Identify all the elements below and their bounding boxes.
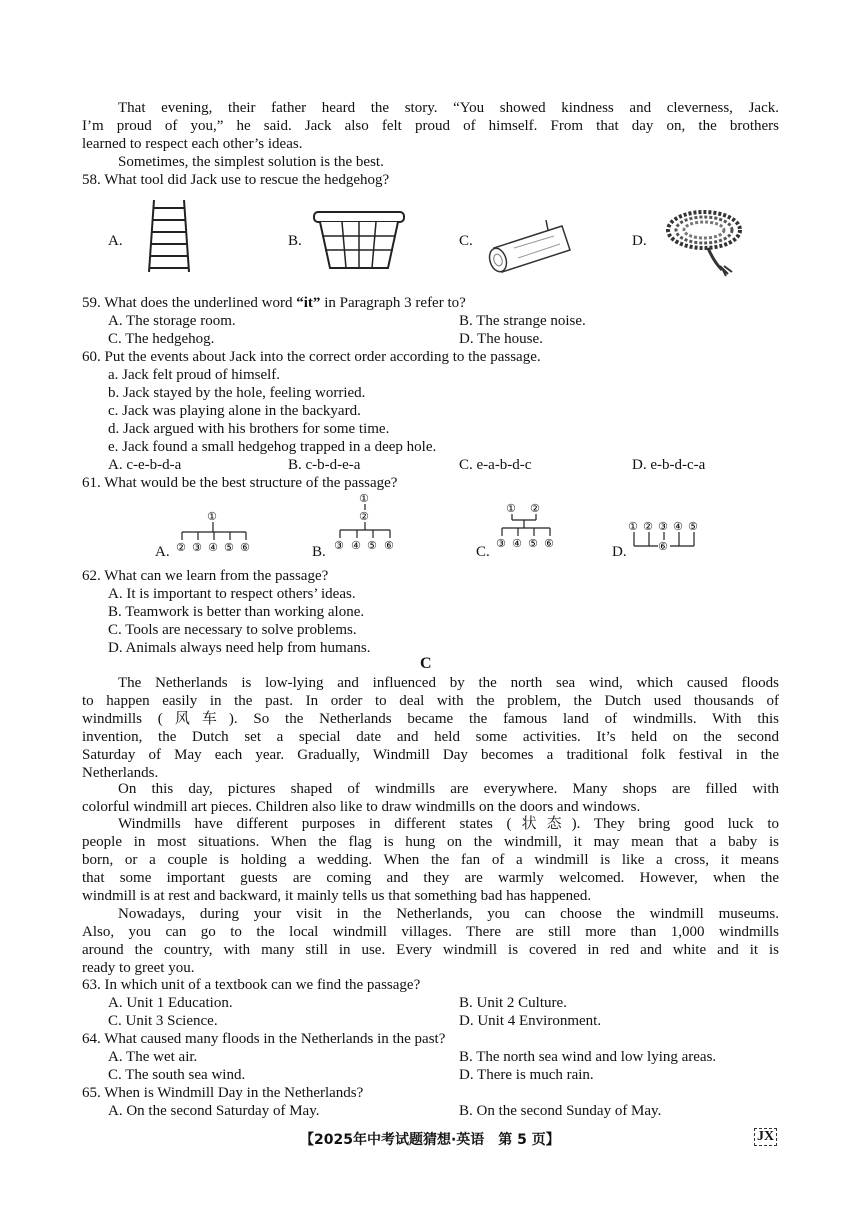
paragraph-line: people in most situations. When the flag is hung on the windmill, it may mean that a baby is [82,834,779,850]
structure-diagram-a [172,508,256,558]
paragraph-line: colorful windmill art pieces. Children also like to draw windmills on the doors and windows. [82,799,641,815]
node-6: ⑥ [658,540,668,553]
q58-option-d-label: D. [632,233,647,249]
q62-option-b: B. Teamwork is better than working alone. [108,604,365,620]
question-58-stem: 58. What tool did Jack use to rescue the hedgehog? [82,172,390,188]
q58-option-a-label: A. [108,233,123,249]
paragraph-line: windmill is at rest and backward, it mainly tells us that something bad has happened. [82,888,592,904]
q59-option-a: A. The storage room. [108,313,236,329]
paragraph-line: around the country, with many still in use. Every windmill is covered in red and white and it is [82,942,779,958]
q59-option-c: C. The hedgehog. [108,331,215,347]
q62-option-c: C. Tools are necessary to solve problems. [108,622,357,638]
q60-option-c: C. e-a-b-d-c [459,457,532,473]
section-heading-c: C [420,655,432,672]
paragraph-line: ready to greet you. [82,960,195,976]
q64-option-d: D. There is much rain. [459,1067,594,1083]
paragraph-line: Sometimes, the simplest solution is the best. [118,154,384,170]
question-61-stem: 61. What would be the best structure of the passage? [82,475,398,491]
node-2: ② [530,502,540,515]
paragraph-line: That evening, their father heard the story. “You showed kindness and cleverness, Jack. [118,100,779,116]
node-4: ④ [673,520,683,533]
structure-diagram-c [492,500,562,556]
paragraph-line: born, or a couple is holding a wedding. When the fan of a windmill is like a cross, it means [82,852,779,868]
node-3: ③ [192,541,202,554]
q60-event-d: d. Jack argued with his brothers for some time. [108,421,390,437]
page-footer: 【2025年中考试题猜想·英语 第 5 页】 [300,1132,560,1148]
paragraph-line: On this day, pictures shaped of windmills are everywhere. Many shops are filled with [118,781,779,797]
q60-event-a: a. Jack felt proud of himself. [108,367,281,383]
ladder-icon [146,198,192,274]
q61-option-c-label: C. [476,544,490,560]
question-63-stem: 63. In which unit of a textbook can we find the passage? [82,977,421,993]
structure-diagram-d [626,518,708,558]
q65-option-b: B. On the second Sunday of May. [459,1103,662,1119]
node-1: ① [506,502,516,515]
q61-option-d-label: D. [612,544,627,560]
q62-option-d: D. Animals always need help from humans. [108,640,371,656]
q60-option-d: D. e-b-d-c-a [632,457,706,473]
log-icon [484,216,576,270]
paragraph-line: Nowadays, during your visit in the Netherlands, you can choose the windmill museums. [118,906,779,922]
node-2: ② [359,510,369,523]
paragraph-line: Windmills have different purposes in different states (状态). They bring good luck to [118,816,779,832]
node-5: ⑤ [224,541,234,554]
node-6: ⑥ [384,539,394,552]
node-2: ② [176,541,186,554]
paragraph-line: Saturday of May each year. Gradually, Windmill Day becomes a traditional folk festival in the [82,747,779,763]
node-4: ④ [208,541,218,554]
question-65-stem: 65. When is Windmill Day in the Netherlands? [82,1085,364,1101]
q63-option-a: A. Unit 1 Education. [108,995,233,1011]
q61-option-a-label: A. [155,544,170,560]
paragraph-line: The Netherlands is low-lying and influenced by the north sea wind, which caused floods [118,675,779,691]
paragraph-line: that some important guests are coming and they are warmly welcomed. However, when the [82,870,779,886]
paragraph-line: I’m proud of you,” he said. Jack also felt proud of himself. From that day on, the brothers [82,118,779,134]
paragraph-line: Also, you can go to the local windmill villages. There are still more than 1,000 windmills [82,924,779,940]
q60-option-a: A. c-e-b-d-a [108,457,182,473]
q60-event-c: c. Jack was playing alone in the backyard. [108,403,361,419]
q59-option-d: D. The house. [459,331,543,347]
q60-option-b: B. c-b-d-e-a [288,457,361,473]
question-59-stem [82,294,466,312]
q63-option-b: B. Unit 2 Culture. [459,995,567,1011]
q64-option-b: B. The north sea wind and low lying areas. [459,1049,717,1065]
q64-option-a: A. The wet air. [108,1049,198,1065]
node-4: ④ [512,537,522,550]
node-1: ① [359,492,369,505]
paragraph-line: Netherlands. [82,765,159,781]
paragraph-line: windmills (风车). So the Netherlands became the famous land of windmills. With this [82,711,779,727]
node-5: ⑤ [367,539,377,552]
q60-event-e: e. Jack found a small hedgehog trapped in a deep hole. [108,439,437,455]
node-5: ⑤ [528,537,538,550]
structure-diagram-b [330,490,404,556]
rope-icon [664,206,746,278]
stem-text: 59. What does the underlined word [82,295,297,311]
node-6: ⑥ [240,541,250,554]
node-4: ④ [351,539,361,552]
node-5: ⑤ [688,520,698,533]
node-3: ③ [496,537,506,550]
q63-option-c: C. Unit 3 Science. [108,1013,218,1029]
q60-event-b: b. Jack stayed by the hole, feeling worried. [108,385,366,401]
underlined-word: “it” [296,295,321,311]
q61-option-b-label: B. [312,544,326,560]
paragraph-line: learned to respect each other’s ideas. [82,136,303,152]
paragraph-line: invention, the Dutch set a special date and held some activities. It’s held on the second [82,729,779,745]
node-3: ③ [334,539,344,552]
paragraph-line: to happen easily in the past. In order to deal with the problem, the Dutch used thousands of [82,693,779,709]
q65-option-a: A. On the second Saturday of May. [108,1103,320,1119]
q59-option-b: B. The strange noise. [459,313,586,329]
q58-option-c-label: C. [459,233,473,249]
stem-text: in Paragraph 3 refer to? [320,295,466,311]
q64-option-c: C. The south sea wind. [108,1067,246,1083]
q62-option-a: A. It is important to respect others’ ideas. [108,586,356,602]
node-1: ① [207,510,217,523]
q63-option-d: D. Unit 4 Environment. [459,1013,602,1029]
question-62-stem: 62. What can we learn from the passage? [82,568,329,584]
q58-option-b-label: B. [288,233,302,249]
region-badge: JX [754,1128,777,1146]
question-64-stem: 64. What caused many floods in the Netherlands in the past? [82,1031,446,1047]
node-1: ① [628,520,638,533]
node-6: ⑥ [544,537,554,550]
node-3: ③ [658,520,668,533]
basket-icon [312,210,406,272]
node-2: ② [643,520,653,533]
question-60-stem: 60. Put the events about Jack into the correct order according to the passage. [82,349,541,365]
